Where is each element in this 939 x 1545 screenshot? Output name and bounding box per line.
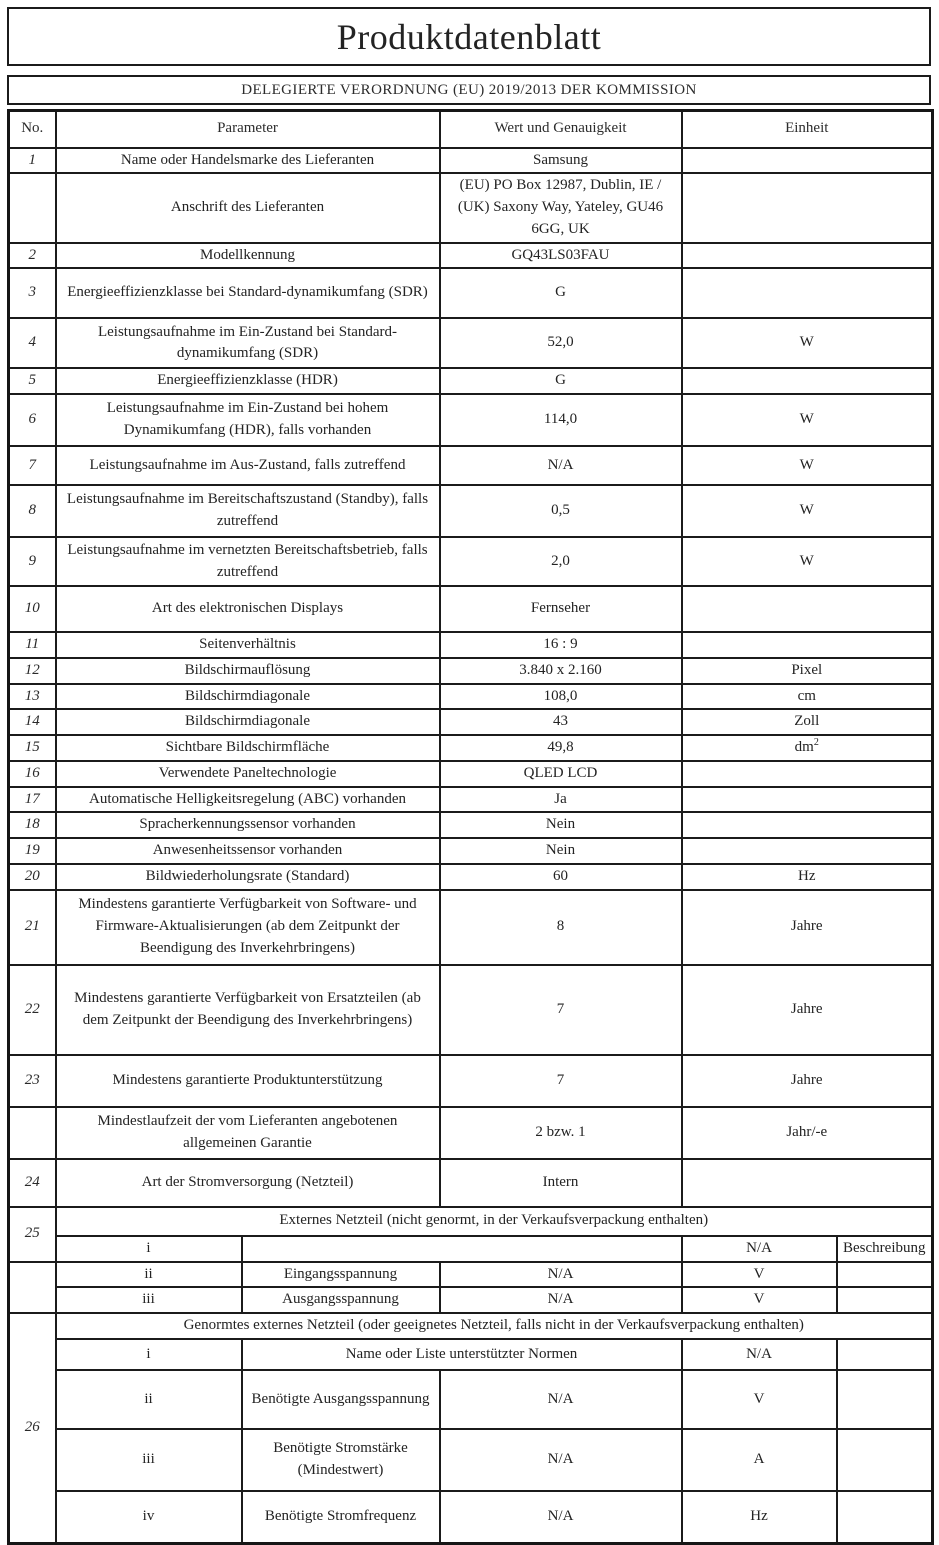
cell-parameter: Bildwiederholungsrate (Standard) xyxy=(56,864,440,890)
cell-description xyxy=(837,1339,933,1370)
cell-no: 25 xyxy=(9,1207,56,1262)
cell-parameter: Automatische Helligkeitsregelung (ABC) vorhanden xyxy=(56,787,440,813)
regulation-subtitle: DELEGIERTE VERORDNUNG (EU) 2019/2013 DER KOMMISSION xyxy=(241,81,697,98)
cell-no: 24 xyxy=(9,1159,56,1207)
cell-parameter: Anwesenheitssensor vorhanden xyxy=(56,838,440,864)
cell-parameter: Leistungsaufnahme im vernetzten Bereitschaftsbetrieb, falls zutreffend xyxy=(56,537,440,586)
cell-unit: N/A xyxy=(682,1236,837,1262)
table-row xyxy=(9,761,933,787)
unit-text: dm xyxy=(794,739,814,755)
cell-value: GQ43LS03FAU xyxy=(440,243,682,269)
section-25-subrow xyxy=(9,1287,933,1313)
cell-description xyxy=(837,1262,933,1288)
cell-unit xyxy=(682,586,933,632)
cell-unit xyxy=(682,787,933,813)
cell-no: 8 xyxy=(9,485,56,537)
cell-parameter: Art des elektronischen Displays xyxy=(56,586,440,632)
cell-no: 19 xyxy=(9,838,56,864)
cell-sub-label: ii xyxy=(56,1370,242,1429)
cell-parameter: Modellkennung xyxy=(56,243,440,269)
cell-parameter: Anschrift des Lieferanten xyxy=(56,173,440,242)
table-row xyxy=(9,318,933,368)
cell-value: G xyxy=(440,268,682,318)
cell-parameter: Ausgangsspannung xyxy=(242,1287,440,1313)
cell-parameter: Benötigte Stromstärke (Mindestwert) xyxy=(242,1429,440,1491)
cell-value: 52,0 xyxy=(440,318,682,368)
cell-unit: Jahre xyxy=(682,965,933,1055)
cell-value: N/A xyxy=(440,1370,682,1429)
cell-parameter: Mindestlaufzeit der vom Lieferanten angebotenen allgemeinen Garantie xyxy=(56,1107,440,1159)
cell-unit: W xyxy=(682,394,933,446)
cell-value: Samsung xyxy=(440,148,682,174)
cell-unit: V xyxy=(682,1287,837,1313)
cell-no: 22 xyxy=(9,965,56,1055)
cell-unit: Zoll xyxy=(682,709,933,735)
cell-unit xyxy=(682,173,933,242)
cell-sub-label: ii xyxy=(56,1262,242,1288)
cell-no: 5 xyxy=(9,368,56,394)
table-row xyxy=(9,787,933,813)
cell-no xyxy=(9,173,56,242)
cell-parameter: Bildschirmauflösung xyxy=(56,658,440,684)
cell-value: 2 bzw. 1 xyxy=(440,1107,682,1159)
cell-unit: A xyxy=(682,1429,837,1491)
cell-parameter: Benötigte Stromfrequenz xyxy=(242,1491,440,1543)
cell-parameter: Leistungsaufnahme im Aus-Zustand, falls zutreffend xyxy=(56,446,440,485)
cell-no: 3 xyxy=(9,268,56,318)
table-row xyxy=(9,965,933,1055)
cell-value: N/A xyxy=(440,1262,682,1288)
cell-parameter: Sichtbare Bildschirmfläche xyxy=(56,735,440,761)
table-row xyxy=(9,709,933,735)
cell-unit xyxy=(682,148,933,174)
cell-unit xyxy=(682,632,933,658)
table-row xyxy=(9,268,933,318)
cell-unit xyxy=(682,243,933,269)
cell-parameter: Bildschirmdiagonale xyxy=(56,684,440,710)
cell-value: G xyxy=(440,368,682,394)
cell-parameter: Name oder Handelsmarke des Lieferanten xyxy=(56,148,440,174)
cell-no: 18 xyxy=(9,812,56,838)
table-row xyxy=(9,890,933,965)
cell-parameter: Name oder Liste unterstützter Normen xyxy=(242,1339,682,1370)
cell-value: 8 xyxy=(440,890,682,965)
cell-parameter: Energieeffizienzklasse (HDR) xyxy=(56,368,440,394)
cell-unit xyxy=(682,368,933,394)
cell-unit: W xyxy=(682,485,933,537)
cell-no: 21 xyxy=(9,890,56,965)
cell-unit: Pixel xyxy=(682,658,933,684)
cell-no: 2 xyxy=(9,243,56,269)
cell-sub-label: iv xyxy=(56,1491,242,1543)
cell-unit xyxy=(682,761,933,787)
cell-parameter: Mindestens garantierte Verfügbarkeit von Software- und Firmware-Aktualisierungen (ab dem Zeitpunkt der Beendigung des Inverkehrbringens) xyxy=(56,890,440,965)
section-25-subrow xyxy=(9,1262,933,1288)
cell-unit: Hz xyxy=(682,1491,837,1543)
cell-no: 4 xyxy=(9,318,56,368)
cell-value: 43 xyxy=(440,709,682,735)
cell-no: 16 xyxy=(9,761,56,787)
cell-value: QLED LCD xyxy=(440,761,682,787)
cell-no: 13 xyxy=(9,684,56,710)
cell-value: 16 : 9 xyxy=(440,632,682,658)
table-row xyxy=(9,864,933,890)
cell-value: N/A xyxy=(440,1287,682,1313)
cell-no: 23 xyxy=(9,1055,56,1107)
cell-unit: Jahr/-e xyxy=(682,1107,933,1159)
section-header: Genormtes externes Netzteil (oder geeignetes Netzteil, falls nicht in der Verkaufsverpackung enthalten) xyxy=(56,1313,933,1339)
cell-no: 20 xyxy=(9,864,56,890)
table-row xyxy=(9,812,933,838)
col-header-unit: Einheit xyxy=(682,111,933,148)
cell-value: 108,0 xyxy=(440,684,682,710)
cell-parameter: Verwendete Paneltechnologie xyxy=(56,761,440,787)
section-26-header-row xyxy=(9,1313,933,1339)
cell-sub-label: iii xyxy=(56,1287,242,1313)
section-25-header-row xyxy=(9,1207,933,1236)
cell-value: Nein xyxy=(440,838,682,864)
cell-unit: W xyxy=(682,446,933,485)
cell-no: 14 xyxy=(9,709,56,735)
cell-no: 26 xyxy=(9,1313,56,1543)
table-row xyxy=(9,632,933,658)
cell-no xyxy=(9,1107,56,1159)
cell-value: 3.840 x 2.160 xyxy=(440,658,682,684)
cell-unit: Jahre xyxy=(682,1055,933,1107)
cell-unit: W xyxy=(682,318,933,368)
cell-value: N/A xyxy=(440,1429,682,1491)
cell-description xyxy=(837,1287,933,1313)
cell-no: 15 xyxy=(9,735,56,761)
section-25-subrow xyxy=(9,1236,933,1262)
unit-superscript: 2 xyxy=(813,737,819,748)
table-row xyxy=(9,485,933,537)
col-header-value: Wert und Genauigkeit xyxy=(440,111,682,148)
cell-empty xyxy=(242,1236,682,1262)
cell-parameter: Benötigte Ausgangsspannung xyxy=(242,1370,440,1429)
col-header-parameter: Parameter xyxy=(56,111,440,148)
cell-value: Intern xyxy=(440,1159,682,1207)
table-row xyxy=(9,1159,933,1207)
cell-parameter: Spracherkennungssensor vorhanden xyxy=(56,812,440,838)
cell-unit: cm xyxy=(682,684,933,710)
table-row xyxy=(9,394,933,446)
table-row xyxy=(9,148,933,174)
table-row xyxy=(9,838,933,864)
datasheet-table xyxy=(7,109,934,1545)
section-26-subrow xyxy=(9,1339,933,1370)
cell-no: 9 xyxy=(9,537,56,586)
cell-value: 60 xyxy=(440,864,682,890)
cell-parameter: Bildschirmdiagonale xyxy=(56,709,440,735)
cell-no: 1 xyxy=(9,148,56,174)
cell-value: 7 xyxy=(440,965,682,1055)
table-row xyxy=(9,537,933,586)
cell-value: N/A xyxy=(440,446,682,485)
table-row xyxy=(9,368,933,394)
cell-unit: Hz xyxy=(682,864,933,890)
cell-unit: V xyxy=(682,1262,837,1288)
cell-parameter: Seitenverhältnis xyxy=(56,632,440,658)
cell-sub-label: iii xyxy=(56,1429,242,1491)
document-title-box xyxy=(7,7,931,66)
cell-no: 11 xyxy=(9,632,56,658)
table-row xyxy=(9,173,933,242)
cell-unit: W xyxy=(682,537,933,586)
cell-value: Fernseher xyxy=(440,586,682,632)
cell-sub-label: i xyxy=(56,1339,242,1370)
cell-description: Beschreibung xyxy=(837,1236,933,1262)
table-row xyxy=(9,586,933,632)
table-row xyxy=(9,684,933,710)
cell-value: 7 xyxy=(440,1055,682,1107)
cell-parameter: Leistungsaufnahme im Ein-Zustand bei Standard-dynamikumfang (SDR) xyxy=(56,318,440,368)
cell-value: 114,0 xyxy=(440,394,682,446)
table-row xyxy=(9,1055,933,1107)
cell-no: 10 xyxy=(9,586,56,632)
cell-value: 2,0 xyxy=(440,537,682,586)
section-26-subrow xyxy=(9,1429,933,1491)
cell-unit: V xyxy=(682,1370,837,1429)
cell-unit xyxy=(682,838,933,864)
cell-value: Nein xyxy=(440,812,682,838)
cell-description xyxy=(837,1370,933,1429)
cell-no: 7 xyxy=(9,446,56,485)
cell-value: 49,8 xyxy=(440,735,682,761)
header-row xyxy=(9,111,933,148)
cell-unit xyxy=(682,812,933,838)
section-26-subrow xyxy=(9,1370,933,1429)
cell-parameter: Leistungsaufnahme im Bereitschaftszustand (Standby), falls zutreffend xyxy=(56,485,440,537)
cell-value: N/A xyxy=(682,1339,837,1370)
cell-value: 0,5 xyxy=(440,485,682,537)
cell-parameter: Leistungsaufnahme im Ein-Zustand bei hohem Dynamikumfang (HDR), falls vorhanden xyxy=(56,394,440,446)
cell-no xyxy=(9,1262,56,1314)
section-header: Externes Netzteil (nicht genormt, in der Verkaufsverpackung enthalten) xyxy=(56,1207,933,1236)
table-row xyxy=(9,735,933,761)
cell-no: 6 xyxy=(9,394,56,446)
col-header-no: No. xyxy=(9,111,56,148)
regulation-subtitle-box xyxy=(7,75,931,105)
table-row xyxy=(9,1107,933,1159)
cell-parameter: Eingangsspannung xyxy=(242,1262,440,1288)
cell-parameter: Mindestens garantierte Produktunterstützung xyxy=(56,1055,440,1107)
cell-value: N/A xyxy=(440,1491,682,1543)
page-title: Produktdatenblatt xyxy=(336,16,602,57)
cell-unit xyxy=(682,735,933,761)
cell-unit xyxy=(682,268,933,318)
cell-value: Ja xyxy=(440,787,682,813)
cell-description xyxy=(837,1491,933,1543)
cell-unit xyxy=(682,1159,933,1207)
cell-unit: Jahre xyxy=(682,890,933,965)
section-26-subrow xyxy=(9,1491,933,1543)
cell-sub-label: i xyxy=(56,1236,242,1262)
table-row xyxy=(9,658,933,684)
cell-parameter: Mindestens garantierte Verfügbarkeit von Ersatzteilen (ab dem Zeitpunkt der Beendigung des Inverkehrbringens) xyxy=(56,965,440,1055)
cell-description xyxy=(837,1429,933,1491)
cell-no: 12 xyxy=(9,658,56,684)
table-row xyxy=(9,243,933,269)
cell-parameter: Energieeffizienzklasse bei Standard-dynamikumfang (SDR) xyxy=(56,268,440,318)
cell-parameter: Art der Stromversorgung (Netzteil) xyxy=(56,1159,440,1207)
table-row xyxy=(9,446,933,485)
cell-no: 17 xyxy=(9,787,56,813)
cell-value: (EU) PO Box 12987, Dublin, IE / (UK) Saxony Way, Yateley, GU46 6GG, UK xyxy=(440,173,682,242)
